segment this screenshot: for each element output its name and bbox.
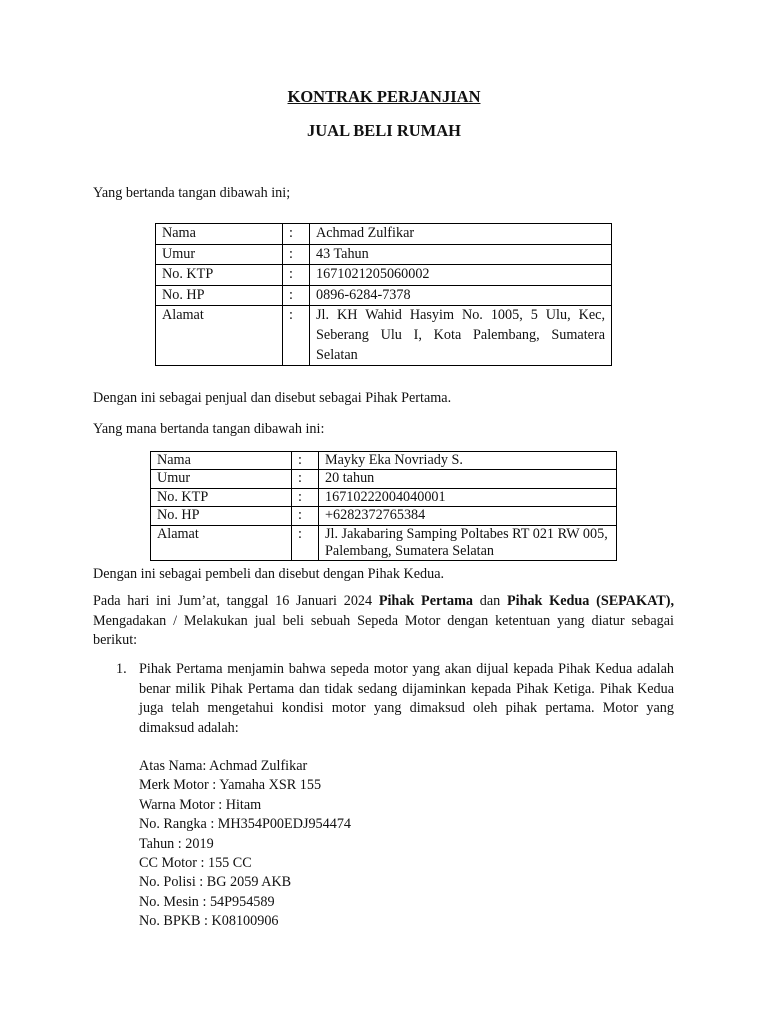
- field-separator: :: [283, 244, 310, 265]
- field-separator: :: [292, 525, 319, 561]
- field-label: Alamat: [151, 525, 292, 561]
- document-subtitle: JUAL BELI RUMAH: [306, 121, 462, 140]
- clause-text: Pihak Pertama menjamin bahwa sepeda motor yang akan dijual kepada Pihak Kedua adalah benar milik Pihak Pertama dan tidak sedang dijaminkan kepada Pihak Ketiga. Pihak Kedua juga telah mengetahui kondisi motor yang dimaksud oleh pihak pertama. Motor yang dimaksud adalah:: [139, 661, 674, 736]
- motor-detail-line: CC Motor : 155 CC: [139, 855, 252, 872]
- first-party-name: Pihak Pertama: [378, 593, 474, 609]
- field-label: Alamat: [156, 306, 283, 366]
- table-row: [151, 488, 617, 506]
- field-label: Nama: [156, 224, 283, 245]
- table-row: [156, 265, 612, 286]
- field-separator: :: [292, 488, 319, 506]
- field-value: Achmad Zulfikar: [310, 224, 612, 245]
- field-separator: :: [283, 285, 310, 306]
- agreement-text: dan: [473, 593, 507, 609]
- field-value: 0896-6284-7378: [310, 285, 612, 306]
- table-row: [156, 285, 612, 306]
- field-separator: :: [292, 470, 319, 488]
- field-label: No. HP: [151, 507, 292, 525]
- field-separator: :: [292, 452, 319, 470]
- field-value: Mayky Eka Novriady S.: [319, 452, 617, 470]
- table-row: [151, 525, 617, 561]
- motor-detail-line: No. Polisi : BG 2059 AKB: [139, 874, 292, 891]
- field-label: Umur: [151, 470, 292, 488]
- agreement-text: Mengadakan / Melakukan jual beli sebuah Sepeda Motor dengan ketentuan yang diatur sebagai berikut:: [93, 612, 674, 648]
- field-label: No. KTP: [151, 488, 292, 506]
- field-label: No. HP: [156, 285, 283, 306]
- field-separator: :: [292, 507, 319, 525]
- field-value: 1671021205060002: [310, 265, 612, 286]
- motor-details: [139, 757, 351, 932]
- motor-detail-line: No. BPKB : K08100906: [139, 913, 279, 930]
- field-label: No. KTP: [156, 265, 283, 286]
- table-row: [151, 470, 617, 488]
- table-row: [156, 244, 612, 265]
- motor-detail-line: Warna Motor : Hitam: [139, 796, 262, 813]
- agreement-text: Pada hari ini Jum’at, tanggal 16 Januari 2024: [93, 593, 379, 609]
- second-party-table: [150, 451, 617, 561]
- field-value: Jl. KH Wahid Hasyim No. 1005, 5 Ulu, Kec, Seberang Ulu I, Kota Palembang, Sumatera Selatan: [310, 306, 612, 366]
- motor-detail-line: Atas Nama: Achmad Zulfikar: [139, 758, 308, 774]
- motor-detail-line: No. Mesin : 54P954589: [139, 893, 275, 910]
- field-label: Umur: [156, 244, 283, 265]
- table-row: [156, 306, 612, 366]
- field-separator: :: [283, 224, 310, 245]
- second-intro-text: Yang mana bertanda tangan dibawah ini:: [93, 421, 325, 437]
- first-party-role: Dengan ini sebagai penjual dan disebut sebagai Pihak Pertama.: [93, 390, 452, 406]
- field-value: 16710222004040001: [319, 488, 617, 506]
- field-value: +6282372765384: [319, 507, 617, 525]
- field-separator: :: [283, 265, 310, 286]
- second-party-name: Pihak Kedua (SEPAKAT),: [506, 593, 674, 609]
- second-party-role: Dengan ini sebagai pembeli dan disebut dengan Pihak Kedua.: [93, 566, 445, 582]
- table-row: [151, 452, 617, 470]
- motor-detail-line: No. Rangka : MH354P00EDJ954474: [139, 816, 352, 833]
- field-value: 43 Tahun: [310, 244, 612, 265]
- first-party-table: [155, 223, 612, 366]
- motor-detail-line: Tahun : 2019: [139, 835, 214, 852]
- field-value: 20 tahun: [319, 470, 617, 488]
- field-value: Jl. Jakabaring Samping Poltabes RT 021 RW 005, Palembang, Sumatera Selatan: [319, 525, 617, 561]
- clause-number: 1.: [116, 661, 127, 677]
- document-title: KONTRAK PERJANJIAN: [287, 87, 481, 106]
- agreement-paragraph: [93, 592, 674, 651]
- field-label: Nama: [151, 452, 292, 470]
- motor-detail-line: Merk Motor : Yamaha XSR 155: [139, 777, 322, 794]
- intro-text: Yang bertanda tangan dibawah ini;: [93, 185, 291, 201]
- table-row: [156, 224, 612, 245]
- table-row: [151, 507, 617, 525]
- field-separator: :: [283, 306, 310, 366]
